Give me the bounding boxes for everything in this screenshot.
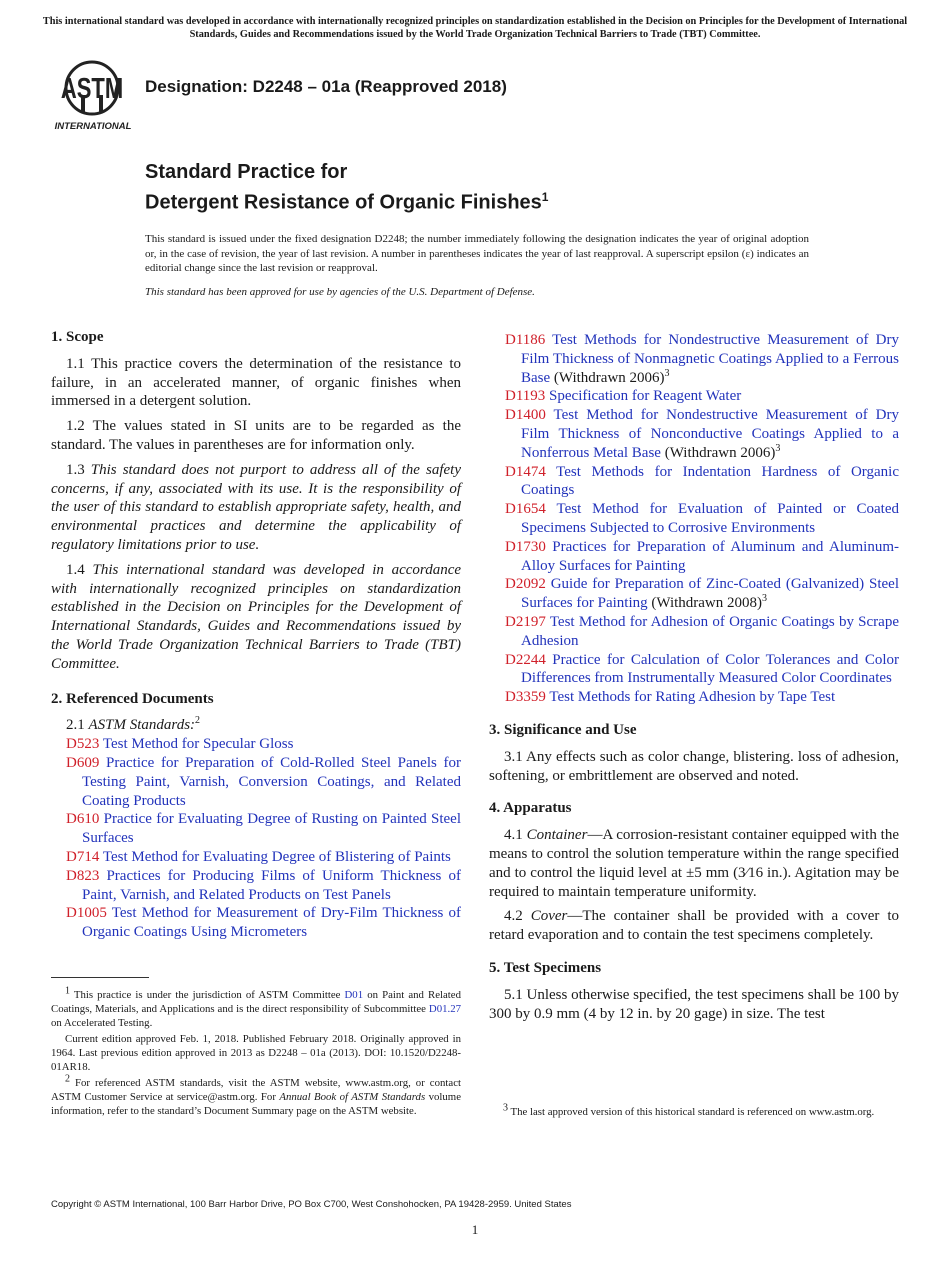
designation: Designation: D2248 – 01a (Reapproved 2018) bbox=[145, 77, 507, 96]
reference-item bbox=[490, 406, 899, 462]
reference-title-link[interactable]: Test Methods for Rating Adhesion by Tape Test bbox=[549, 689, 836, 706]
subcommittee-d01-27-link[interactable]: D01.27 bbox=[428, 1003, 461, 1015]
reference-code-link[interactable]: D1186 bbox=[505, 332, 546, 348]
reference-list-left bbox=[51, 735, 461, 942]
reference-item bbox=[490, 387, 899, 406]
title-line-2: Detergent Resistance of Organic Finishes bbox=[145, 191, 542, 214]
reference-title-link[interactable]: Test Method for Evaluation of Painted or Coated Specimens Subjected to Corrosive Environments bbox=[521, 501, 899, 536]
footnote-ref[interactable]: 3 bbox=[775, 442, 781, 454]
paragraph-4-1: 4.1 Container—A corrosion-resistant container equipped with the means to control the solution temperature within the range specified and to control the liquid level at ±5 mm (3⁄16 in.). Agitation may be required to maintain temperature uniformity. bbox=[489, 827, 900, 900]
reference-title-link[interactable]: Test Method for Evaluating Degree of Blistering of Paints bbox=[102, 848, 451, 865]
reference-code-link[interactable]: D3359 bbox=[505, 689, 546, 706]
reference-title-link[interactable]: Practice for Evaluating Degree of Rusting on Painted Steel Surfaces bbox=[82, 811, 462, 847]
paragraph-1-3: 1.3 This standard does not purport to address all of the safety concerns, if any, associated with its use. It is the responsibility of the user of this standard to establish appropriate safety, health, and environmental practices and determine the applicability of regulatory limitations prior to use. bbox=[51, 461, 461, 553]
page-number: 1 bbox=[471, 1222, 479, 1237]
section-heading-referenced-documents: 2. Referenced Documents bbox=[51, 690, 214, 707]
reference-title-link[interactable]: Practices for Producing Films of Uniform Thickness of Paint, Varnish, and Related Products on Test Panels bbox=[82, 867, 461, 903]
reference-item bbox=[52, 810, 461, 848]
page-title bbox=[145, 160, 548, 216]
section-heading-scope: 1. Scope bbox=[51, 329, 104, 345]
reference-item bbox=[490, 463, 899, 501]
withdrawn-note: (Withdrawn 2008) bbox=[647, 595, 763, 612]
section-heading-test-specimens: 5. Test Specimens bbox=[489, 959, 602, 976]
reference-code-link[interactable]: D1005 bbox=[66, 905, 107, 922]
reference-list-right bbox=[489, 331, 899, 707]
withdrawn-note: (Withdrawn 2006) bbox=[660, 444, 776, 461]
footnote-ref[interactable]: 3 bbox=[762, 593, 768, 605]
reference-item bbox=[490, 575, 899, 613]
reference-code-link[interactable]: D610 bbox=[66, 811, 100, 828]
reference-code-link[interactable]: D2244 bbox=[505, 651, 546, 668]
issuance-statement: This standard is issued under the fixed designation D2248; the number immediately following the designation indicates the year of original adoption or, in the case of revision, the year of last revision. A number in parentheses indicates the year of last reapproval. A superscript epsilon (ε) indicates an editorial change since the last revision or reapproval. bbox=[145, 233, 809, 274]
reference-title-link[interactable]: Practices for Preparation of Aluminum and Aluminum-Alloy Surfaces for Painting bbox=[521, 538, 899, 574]
committee-d01-link[interactable]: D01 bbox=[344, 989, 364, 1001]
reference-item bbox=[490, 500, 899, 538]
wto-notice: This international standard was developed in accordance with internationally recognized principles on standardization established in the Decision on Principles for the Development of International Standards, Guides and Recommendations issued by the World Trade Organization Technical Barriers to Trade (TBT) Committee. bbox=[42, 16, 908, 40]
reference-code-link[interactable]: D523 bbox=[66, 736, 100, 753]
reference-title-link[interactable]: Practice for Preparation of Cold-Rolled Steel Panels for Testing Paint, Varnish, Conversion Coatings, and Related Coating Products bbox=[82, 754, 462, 809]
footnote-1: 1 This practice is under the jurisdiction of ASTM Committee D01 on Paint and Related Coatings, Materials, and Applications and is the direct responsibility of Subcommittee D01.27 on Accelerated Testing. bbox=[51, 985, 461, 1029]
reference-code-link[interactable]: D1400 bbox=[505, 407, 546, 424]
right-column bbox=[489, 331, 899, 1029]
reference-title-link[interactable]: Test Method for Measurement of Dry-Film Thickness of Organic Coatings Using Micrometers bbox=[82, 905, 461, 941]
title-footnote-ref[interactable]: 1 bbox=[541, 190, 549, 204]
left-column bbox=[51, 328, 461, 950]
reference-code-link[interactable]: D1193 bbox=[505, 388, 546, 405]
reference-item bbox=[490, 538, 899, 576]
paragraph-4-2: 4.2 Cover—The container shall be provided with a cover to retard evaporation and to contain the test specimens completely. bbox=[489, 908, 899, 944]
footnote-3: 3 The last approved version of this historical standard is referenced on www.astm.org. bbox=[503, 1102, 875, 1118]
footnote-1-edition: Current edition approved Feb. 1, 2018. Published February 2018. Originally approved in 1964. Last previous edition approved in 2013 as D2248 – 01a (2013). DOI: 10.1520/D2248-01AR18. bbox=[51, 1033, 461, 1073]
reference-item bbox=[52, 848, 461, 867]
reference-item bbox=[490, 613, 899, 651]
reference-item bbox=[52, 867, 461, 905]
reference-code-link[interactable]: D823 bbox=[66, 867, 100, 884]
title-line-1: Standard Practice for bbox=[145, 161, 348, 183]
reference-code-link[interactable]: D1654 bbox=[505, 501, 546, 518]
reference-item bbox=[52, 754, 461, 810]
reference-title-link[interactable]: Practice for Calculation of Color Tolerances and Color Differences from Instrumentally Measured Color Coordinates bbox=[521, 651, 899, 687]
reference-title-link[interactable]: Test Method for Specular Gloss bbox=[102, 736, 294, 753]
dod-approval: This standard has been approved for use by agencies of the U.S. Department of Defense. bbox=[145, 286, 535, 298]
footnote-ref[interactable]: 3 bbox=[664, 367, 670, 379]
copyright-notice: Copyright © ASTM International, 100 Barr Harbor Drive, PO Box C700, West Conshohocken, PA 19428-2959. United States bbox=[51, 1199, 572, 1210]
reference-code-link[interactable]: D2092 bbox=[505, 576, 546, 593]
astm-standards-subheading: 2.1 ASTM Standards:$^2$ bbox=[66, 715, 201, 734]
paragraph-1-2: 1.2 The values stated in SI units are to be regarded as the standard. The values in parentheses are for information only. bbox=[51, 418, 461, 453]
svg-text:INTERNATIONAL: INTERNATIONAL bbox=[54, 121, 132, 132]
footnote-2: 2 For referenced ASTM standards, visit the ASTM website, www.astm.org, or contact ASTM Customer Service at service@astm.org. For Annual Book of ASTM Standards volume information, refer to the standard’s Document Summary page on the ASTM website. bbox=[51, 1073, 461, 1117]
reference-item bbox=[490, 688, 899, 707]
svg-text:ASTM: ASTM bbox=[60, 73, 124, 105]
withdrawn-note: (Withdrawn 2006) bbox=[550, 369, 665, 386]
reference-code-link[interactable]: D609 bbox=[66, 754, 100, 771]
reference-code-link[interactable]: D1474 bbox=[505, 463, 546, 480]
paragraph-1-4: 1.4 This international standard was developed in accordance with internationally recognized principles on standardization established in the Decision on Principles for the Development of International Standards, Guides and Recommendations issued by the World Trade Organization Technical Barriers to Trade (TBT) Committee. bbox=[51, 561, 462, 672]
paragraph-3-1: 3.1 Any effects such as color change, blistering. loss of adhesion, softening, or embrittlement are observed and noted. bbox=[489, 748, 899, 784]
reference-item bbox=[52, 904, 461, 942]
footnote-rule-left bbox=[51, 977, 149, 978]
reference-title-link[interactable]: Test Method for Adhesion of Organic Coatings by Scrape Adhesion bbox=[521, 613, 899, 649]
reference-title-link[interactable]: Guide for Preparation of Zinc-Coated (Galvanized) Steel Surfaces for Painting bbox=[521, 576, 899, 612]
reference-code-link[interactable]: D714 bbox=[66, 848, 100, 865]
astm-logo-icon bbox=[52, 55, 136, 133]
reference-title-link[interactable]: Test Methods for Nondestructive Measurement of Dry Film Thickness of Nonmagnetic Coatings Applied to a Ferrous Base bbox=[521, 332, 899, 386]
paragraph-1-1: 1.1 This practice covers the determination of the resistance to failure, in an accelerated manner, of organic finishes when immersed in a detergent solution. bbox=[51, 355, 461, 410]
paragraph-5-1: 5.1 Unless otherwise specified, the test specimens shall be 100 by 300 by 0.9 mm (4 by 12 in. by 20 gage) in size. The test bbox=[489, 986, 899, 1022]
reference-item bbox=[52, 735, 461, 754]
reference-item bbox=[490, 331, 899, 387]
reference-code-link[interactable]: D2197 bbox=[505, 613, 546, 630]
section-heading-significance: 3. Significance and Use bbox=[489, 721, 637, 738]
reference-code-link[interactable]: D1730 bbox=[505, 538, 546, 555]
reference-title-link[interactable]: Specification for Reagent Water bbox=[549, 388, 742, 405]
reference-title-link[interactable]: Test Method for Nondestructive Measurement of Dry Film Thickness of Nonconductive Coatings Applied to a Nonferrous Metal Base bbox=[521, 407, 900, 461]
footnotes-left bbox=[51, 985, 461, 1120]
section-heading-apparatus: 4. Apparatus bbox=[489, 800, 572, 817]
reference-title-link[interactable]: Test Methods for Indentation Hardness of Organic Coatings bbox=[521, 463, 900, 499]
reference-item bbox=[490, 651, 899, 689]
